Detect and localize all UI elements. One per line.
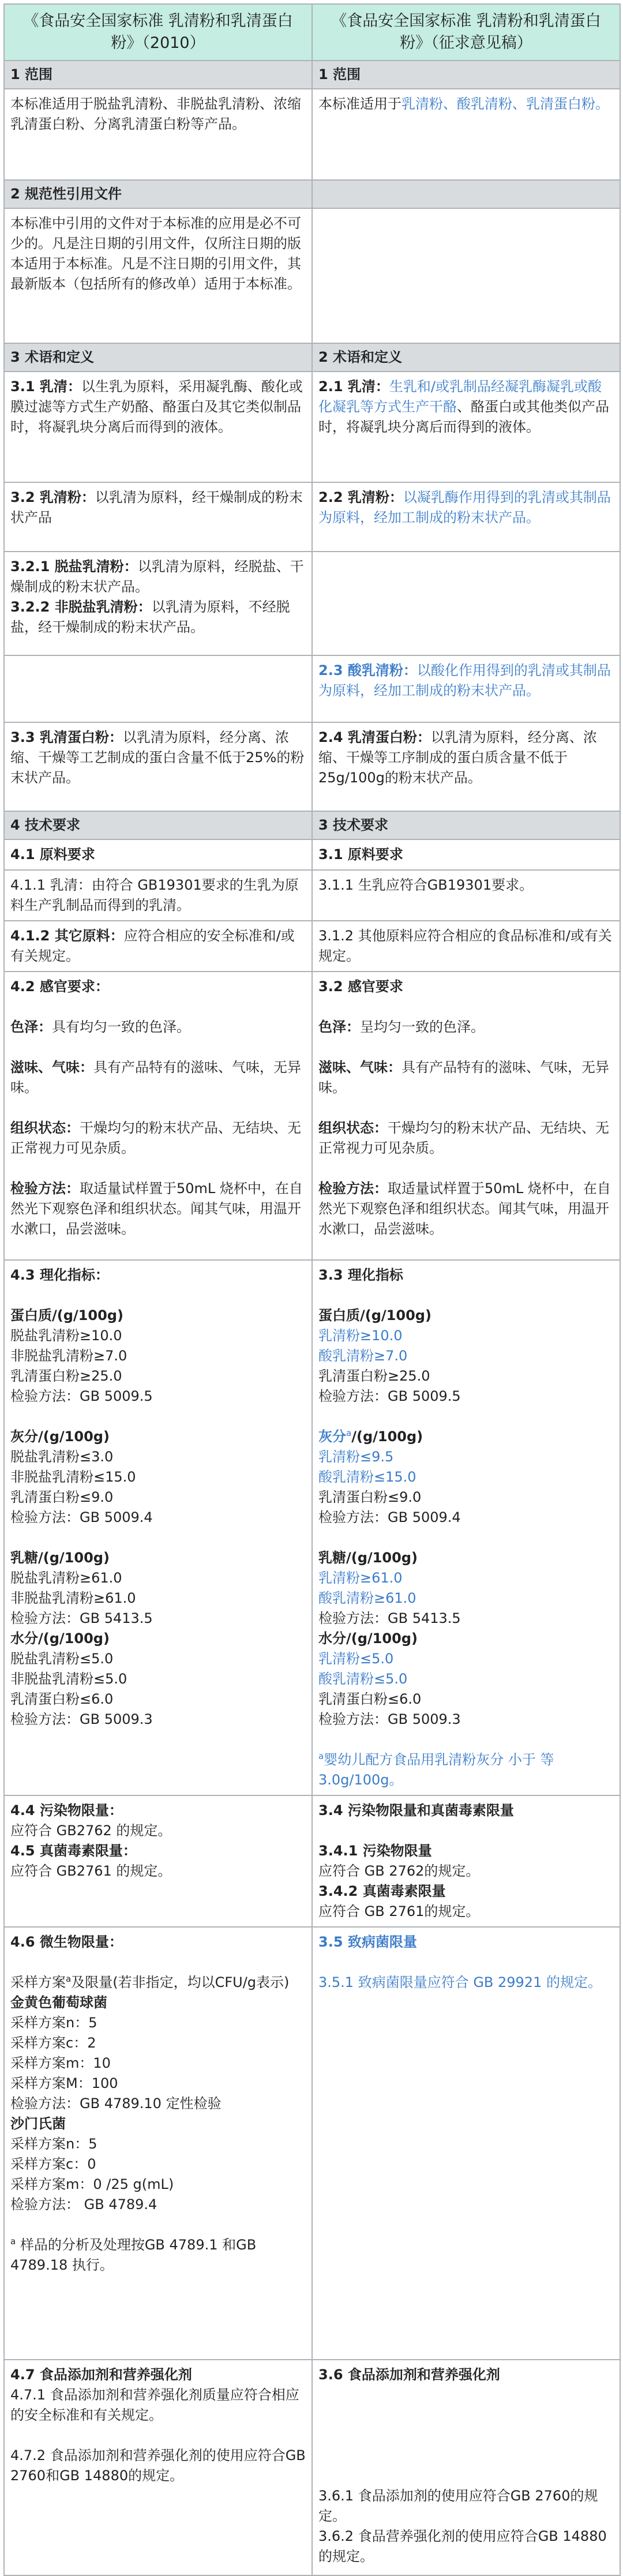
left-text-segment: 以乳清为原料，经脱盐、干燥制成的粉末状产品。 bbox=[10, 558, 304, 595]
left-text-segment: 及限量(若非指定，均以CFU/g表示) bbox=[71, 1974, 290, 1990]
left-paragraph bbox=[10, 1118, 306, 1158]
left-text-segment: 具有产品特有的滋味、气味，无异味。 bbox=[10, 1059, 301, 1096]
left-text-segment: 4.1.2 其它原料： bbox=[10, 928, 124, 944]
right-cell-draft bbox=[312, 1260, 620, 1795]
left-paragraph: 脱盐乳清粉≥10.0 bbox=[10, 1328, 122, 1344]
left-cell-2010 bbox=[4, 482, 312, 552]
right-paragraph: 酸乳清粉≥7.0 bbox=[318, 1348, 408, 1364]
left-paragraph: 4.3 理化指标： bbox=[10, 1267, 109, 1283]
section-row bbox=[4, 61, 620, 89]
left-text-segment: 采样方案 bbox=[10, 1974, 66, 1990]
left-paragraph: 检验方法：GB 5009.4 bbox=[10, 1509, 153, 1525]
right-paragraph: 乳清蛋白粉≤9.0 bbox=[318, 1489, 422, 1505]
right-paragraph: 3.2 感官要求 bbox=[318, 978, 403, 995]
left-text-segment: a bbox=[66, 1974, 72, 1984]
left-paragraph bbox=[10, 1973, 306, 1993]
right-cell-draft bbox=[312, 655, 620, 722]
right-paragraph: 乳清蛋白粉≥25.0 bbox=[318, 1368, 430, 1384]
right-paragraph: 3.5 致病菌限量 bbox=[318, 1934, 417, 1950]
left-paragraph: 应符合 GB2762 的规定。 bbox=[10, 1823, 172, 1839]
content-row bbox=[4, 655, 620, 722]
right-paragraph bbox=[318, 1118, 614, 1158]
left-paragraph: 脱盐乳清粉≥61.0 bbox=[10, 1570, 122, 1586]
content-row bbox=[4, 839, 620, 870]
right-text-segment: 、酪蛋白或其他类似产品时，将凝乳块分离后而得到的液体。 bbox=[318, 399, 609, 435]
left-paragraph: 采样方案c：2 bbox=[10, 2035, 96, 2051]
left-cell-2010 bbox=[4, 870, 312, 921]
right-paragraph: 3.4.1 污染物限量 bbox=[318, 1843, 432, 1859]
right-paragraph: 3.4.2 真菌毒素限量 bbox=[318, 1883, 446, 1899]
right-paragraph bbox=[318, 488, 614, 528]
right-cell-draft bbox=[312, 1795, 620, 1927]
header-2010-cell: 《食品安全国家标准 乳清粉和乳清蛋白粉》（2010） bbox=[4, 4, 312, 61]
left-paragraph: 3 术语和定义 bbox=[10, 349, 95, 365]
left-text-segment: 样品的分析及处理按GB 4789.1 和GB 4789.18 执行。 bbox=[10, 2237, 257, 2273]
left-text-segment: a bbox=[10, 2236, 16, 2247]
left-paragraph: 4.7.1 食品添加剂和营养强化剂质量应符合相应的安全标准和有关规定。 bbox=[10, 2387, 299, 2423]
content-row bbox=[4, 722, 620, 811]
section-row bbox=[4, 180, 620, 208]
left-cell-2010 bbox=[4, 89, 312, 180]
left-text-segment: 以乳清为原料，经分离、浓缩、干燥等工艺制成的蛋白含量不低于25%的粉末状产品。 bbox=[10, 729, 305, 786]
left-paragraph: 水分/(g/100g) bbox=[10, 1630, 110, 1647]
left-paragraph: 乳糖/(g/100g) bbox=[10, 1550, 110, 1566]
right-paragraph bbox=[318, 661, 614, 701]
right-paragraph: 水分/(g/100g) bbox=[318, 1630, 418, 1647]
content-row bbox=[4, 89, 620, 180]
right-cell-draft bbox=[312, 972, 620, 1260]
right-paragraph: 乳糖/(g/100g) bbox=[318, 1550, 418, 1566]
content-row bbox=[4, 870, 620, 921]
right-cell-draft bbox=[312, 552, 620, 655]
left-paragraph: 沙门氏菌 bbox=[10, 2116, 66, 2132]
right-text-segment: 检验方法： bbox=[318, 1180, 388, 1197]
left-cell-2010 bbox=[4, 921, 312, 972]
left-paragraph bbox=[10, 2235, 306, 2275]
right-paragraph: 乳清粉≤9.5 bbox=[318, 1449, 394, 1465]
left-text-segment: 应符合相应的安全标准和/或有关规定。 bbox=[10, 928, 295, 964]
right-paragraph bbox=[318, 1058, 614, 1098]
left-paragraph bbox=[10, 377, 306, 437]
left-cell-2010 bbox=[4, 343, 312, 372]
right-paragraph: 酸乳清粉≤15.0 bbox=[318, 1469, 416, 1485]
right-cell-draft bbox=[312, 2360, 620, 2575]
left-text-segment: 3.2.1 脱盐乳清粉： bbox=[10, 558, 138, 575]
right-text-segment: 取适量试样置于50mL 烧杯中，在自然光下观察色泽和组织状态。闻其气味，用温开水漱口，品尝滋味。 bbox=[318, 1180, 611, 1237]
right-cell-draft bbox=[312, 839, 620, 870]
right-paragraph: 3.4 污染物限量和真菌毒素限量 bbox=[318, 1802, 514, 1818]
section-row bbox=[4, 811, 620, 839]
left-paragraph: 2 规范性引用文件 bbox=[10, 186, 122, 202]
left-paragraph: 检验方法： GB 4789.4 bbox=[10, 2196, 157, 2213]
left-text-segment: 检验方法： bbox=[10, 1180, 80, 1197]
left-cell-2010 bbox=[4, 208, 312, 343]
left-paragraph: 乳清蛋白粉≥25.0 bbox=[10, 1368, 122, 1384]
right-paragraph: 3.1.1 生乳应符合GB19301要求。 bbox=[318, 877, 534, 893]
right-paragraph bbox=[318, 94, 614, 114]
right-paragraph: 检验方法：GB 5009.5 bbox=[318, 1388, 461, 1404]
right-paragraph: 3.6.1 食品添加剂的使用应符合GB 2760的规定。 bbox=[318, 2488, 598, 2524]
left-paragraph: 乳清蛋白粉≤9.0 bbox=[10, 1489, 114, 1505]
content-row bbox=[4, 208, 620, 343]
content-row bbox=[4, 972, 620, 1260]
left-paragraph: 采样方案n：5 bbox=[10, 2136, 97, 2152]
left-cell-2010 bbox=[4, 655, 312, 722]
left-paragraph: 4.4 污染物限量： bbox=[10, 1802, 123, 1818]
right-paragraph: 应符合 GB 2761的规定。 bbox=[318, 1903, 480, 1919]
right-text-segment: 2.3 酸乳清粉： bbox=[318, 662, 417, 678]
right-paragraph: 2 术语和定义 bbox=[318, 349, 403, 365]
left-paragraph bbox=[10, 926, 306, 966]
left-cell-2010 bbox=[4, 972, 312, 1260]
left-cell-2010 bbox=[4, 839, 312, 870]
left-text-segment: 3.3 乳清蛋白粉： bbox=[10, 729, 123, 745]
left-paragraph: 蛋白质/(g/100g) bbox=[10, 1307, 123, 1323]
right-paragraph bbox=[318, 1750, 614, 1790]
right-text-segment: 本标准适用于 bbox=[318, 96, 401, 112]
right-paragraph: 检验方法：GB 5413.5 bbox=[318, 1610, 461, 1626]
right-text-segment: 以凝乳酶作用得到的乳清或其制品为原料，经加工制成的粉末状产品。 bbox=[318, 489, 611, 526]
right-text-segment: 2.4 乳清蛋白粉： bbox=[318, 729, 431, 745]
left-text-segment: 以乳清为原料，不经脱盐，经干燥制成的粉末状产品。 bbox=[10, 599, 290, 635]
right-paragraph: 乳清粉≤5.0 bbox=[318, 1651, 394, 1667]
right-paragraph: 3.6 食品添加剂和营养强化剂 bbox=[318, 2367, 500, 2383]
left-cell-2010 bbox=[4, 2360, 312, 2575]
right-paragraph: 应符合 GB 2762的规定。 bbox=[318, 1863, 480, 1879]
left-text-segment: 干燥均匀的粉末状产品、无结块、无正常视力可见杂质。 bbox=[10, 1120, 301, 1156]
right-cell-draft bbox=[312, 61, 620, 89]
left-paragraph: 非脱盐乳清粉≥61.0 bbox=[10, 1590, 136, 1606]
left-text-segment: 3.2 乳清粉： bbox=[10, 489, 95, 505]
left-text-segment: 3.1 乳清： bbox=[10, 378, 81, 395]
left-paragraph: 4.1.1 乳清：由符合 GB19301要求的生乳为原料生产乳制品而得到的乳清。 bbox=[10, 877, 299, 913]
left-paragraph: 脱盐乳清粉≤5.0 bbox=[10, 1651, 114, 1667]
left-paragraph: 4.7.2 食品添加剂和营养强化剂的使用应符合GB 2760和GB 14880的规定。 bbox=[10, 2447, 306, 2484]
right-text-segment: 干燥均匀的粉末状产品、无结块、无正常视力可见杂质。 bbox=[318, 1120, 609, 1156]
left-text-segment: 组织状态： bbox=[10, 1120, 80, 1136]
left-paragraph: 检验方法：GB 5009.3 bbox=[10, 1711, 153, 1727]
right-cell-draft bbox=[312, 811, 620, 839]
left-paragraph: 本标准适用于脱盐乳清粉、非脱盐乳清粉、浓缩乳清蛋白粉、分离乳清蛋白粉等产品。 bbox=[10, 96, 301, 132]
right-cell-draft bbox=[312, 722, 620, 811]
right-text-segment: 组织状态： bbox=[318, 1120, 388, 1136]
left-paragraph: 4.7 食品添加剂和营养强化剂 bbox=[10, 2367, 192, 2383]
comparison-table bbox=[3, 3, 621, 2576]
left-text-segment: 色泽： bbox=[10, 1019, 52, 1035]
right-cell-draft bbox=[312, 1927, 620, 2360]
right-paragraph: 3.5.1 致病菌限量应符合 GB 29921 的规定。 bbox=[318, 1974, 602, 1990]
left-cell-2010 bbox=[4, 372, 312, 482]
right-text-segment: a bbox=[346, 1428, 352, 1438]
left-paragraph: 检验方法：GB 5009.5 bbox=[10, 1388, 153, 1404]
left-paragraph: 非脱盐乳清粉≤15.0 bbox=[10, 1469, 136, 1485]
left-paragraph bbox=[10, 1179, 306, 1239]
left-paragraph: 采样方案m：0 /25 g(mL) bbox=[10, 2176, 174, 2192]
right-paragraph bbox=[318, 728, 614, 788]
content-row bbox=[4, 372, 620, 482]
right-paragraph: 蛋白质/(g/100g) bbox=[318, 1307, 431, 1323]
right-paragraph: 酸乳清粉≥61.0 bbox=[318, 1590, 416, 1606]
left-paragraph bbox=[10, 1017, 306, 1037]
left-paragraph bbox=[10, 728, 306, 788]
content-row bbox=[4, 2360, 620, 2575]
left-cell-2010 bbox=[4, 552, 312, 655]
left-paragraph bbox=[10, 488, 306, 528]
right-cell-draft bbox=[312, 89, 620, 180]
right-paragraph: 3.1 原料要求 bbox=[318, 846, 403, 863]
left-text-segment: 以生乳为原料，采用凝乳酶、酸化或膜过滤等方式生产奶酪、酪蛋白及其它类似制品时，将凝乳块分离后而得到的液体。 bbox=[10, 378, 303, 435]
right-text-segment: 2.2 乳清粉： bbox=[318, 489, 403, 505]
right-text-segment: 灰分 bbox=[318, 1428, 346, 1445]
right-text-segment: 滋味、气味： bbox=[318, 1059, 401, 1075]
left-paragraph: 乳清蛋白粉≤6.0 bbox=[10, 1691, 114, 1707]
right-paragraph: 检验方法：GB 5009.4 bbox=[318, 1509, 461, 1525]
left-paragraph: 采样方案m：10 bbox=[10, 2055, 111, 2071]
right-cell-draft bbox=[312, 372, 620, 482]
right-cell-draft bbox=[312, 208, 620, 343]
left-paragraph: 1 范围 bbox=[10, 66, 53, 83]
right-paragraph: 酸乳清粉≤5.0 bbox=[318, 1671, 408, 1687]
left-paragraph: 4.1 原料要求 bbox=[10, 846, 95, 863]
left-cell-2010 bbox=[4, 1795, 312, 1927]
left-paragraph: 4 技术要求 bbox=[10, 817, 81, 833]
right-paragraph bbox=[318, 1427, 614, 1447]
left-paragraph: 灰分/(g/100g) bbox=[10, 1428, 110, 1445]
left-text-segment: 滋味、气味： bbox=[10, 1059, 93, 1075]
right-text-segment: 婴幼儿配方食品用乳清粉灰分 小于 等3.0g/100g。 bbox=[318, 1752, 554, 1788]
left-paragraph bbox=[10, 557, 306, 597]
left-cell-2010 bbox=[4, 722, 312, 811]
left-text-segment: 3.2.2 非脱盐乳清粉： bbox=[10, 599, 152, 615]
section-row bbox=[4, 343, 620, 372]
left-cell-2010 bbox=[4, 180, 312, 208]
left-paragraph: 4.5 真菌毒素限量： bbox=[10, 1843, 137, 1859]
right-paragraph: 3.6.2 食品营养强化剂的使用应符合GB 14880的规定。 bbox=[318, 2528, 607, 2564]
right-text-segment: 以酸化作用得到的乳清或其制品为原料，经加工制成的粉末状产品。 bbox=[318, 662, 611, 699]
right-cell-draft bbox=[312, 921, 620, 972]
right-text-segment: 2.1 乳清： bbox=[318, 378, 389, 395]
left-cell-2010 bbox=[4, 1260, 312, 1795]
left-paragraph bbox=[10, 597, 306, 638]
left-paragraph: 金黄色葡萄球菌 bbox=[10, 1994, 107, 2011]
content-row bbox=[4, 1795, 620, 1927]
left-paragraph: 本标准中引用的文件对于本标准的应用是必不可少的。凡是注日期的引用文件，仅所注日期的版本适用于本标准。凡是不注日期的引用文件，其最新版本（包括所有的修改单）适用于本标准。 bbox=[10, 215, 301, 292]
right-paragraph: 3.1.2 其他原料应符合相应的食品标准和/或有关规定。 bbox=[318, 928, 612, 964]
right-paragraph bbox=[318, 1017, 614, 1037]
right-paragraph bbox=[318, 377, 614, 437]
content-row bbox=[4, 482, 620, 552]
right-paragraph: 乳清粉≥61.0 bbox=[318, 1570, 403, 1586]
content-row bbox=[4, 1927, 620, 2360]
right-paragraph: 1 范围 bbox=[318, 66, 361, 83]
left-paragraph: 非脱盐乳清粉≤5.0 bbox=[10, 1671, 127, 1687]
right-paragraph: 乳清蛋白粉≤6.0 bbox=[318, 1691, 422, 1707]
right-cell-draft bbox=[312, 343, 620, 372]
left-paragraph: 采样方案n：5 bbox=[10, 2015, 97, 2031]
right-paragraph: 3 技术要求 bbox=[318, 817, 389, 833]
right-cell-draft bbox=[312, 482, 620, 552]
right-text-segment: a bbox=[318, 1751, 324, 1761]
left-paragraph bbox=[10, 1058, 306, 1098]
left-text-segment: 以乳清为原料，经干燥制成的粉末状产品 bbox=[10, 489, 303, 526]
right-text-segment: /(g/100g) bbox=[351, 1428, 423, 1445]
content-row bbox=[4, 1260, 620, 1795]
right-paragraph bbox=[318, 1179, 614, 1239]
right-text-segment: 乳清粉、酸乳清粉、乳清蛋白粉。 bbox=[401, 96, 609, 112]
left-paragraph: 4.6 微生物限量： bbox=[10, 1934, 123, 1950]
left-paragraph: 脱盐乳清粉≤3.0 bbox=[10, 1449, 114, 1465]
right-text-segment: 呈均匀一致的色泽。 bbox=[360, 1019, 485, 1035]
right-paragraph: 乳清粉≥10.0 bbox=[318, 1328, 403, 1344]
left-text-segment: 具有均匀一致的色泽。 bbox=[52, 1019, 190, 1035]
left-paragraph: 非脱盐乳清粉≥7.0 bbox=[10, 1348, 127, 1364]
left-paragraph: 应符合 GB2761 的规定。 bbox=[10, 1863, 172, 1879]
left-text-segment: 取适量试样置于50mL 烧杯中，在自然光下观察色泽和组织状态。闻其气味，用温开水漱口，品尝滋味。 bbox=[10, 1180, 303, 1237]
header-draft-cell: 《食品安全国家标准 乳清粉和乳清蛋白粉》（征求意见稿） bbox=[312, 4, 620, 61]
right-cell-draft bbox=[312, 180, 620, 208]
content-row bbox=[4, 921, 620, 972]
right-paragraph: 检验方法：GB 5009.3 bbox=[318, 1711, 461, 1727]
right-text-segment: 色泽： bbox=[318, 1019, 360, 1035]
left-paragraph: 4.2 感官要求： bbox=[10, 978, 109, 995]
left-paragraph: 采样方案M：100 bbox=[10, 2075, 118, 2091]
right-text-segment: 生乳和/或乳制品经凝乳酶凝乳或酸化凝乳等方式生产干酪 bbox=[318, 378, 602, 415]
left-cell-2010 bbox=[4, 1927, 312, 2360]
right-paragraph: 3.3 理化指标 bbox=[318, 1267, 403, 1283]
left-cell-2010 bbox=[4, 61, 312, 89]
right-cell-draft bbox=[312, 870, 620, 921]
right-text-segment: 以乳清为原料，经分离、浓缩、干燥等工序制成的蛋白质含量不低于25g/100g的粉末状产品。 bbox=[318, 729, 597, 786]
header-row bbox=[4, 4, 620, 61]
right-text-segment: 具有产品特有的滋味、气味，无异味。 bbox=[318, 1059, 609, 1096]
left-paragraph: 采样方案c：0 bbox=[10, 2156, 96, 2172]
left-paragraph: 检验方法：GB 5413.5 bbox=[10, 1610, 153, 1626]
left-paragraph: 检验方法：GB 4789.10 定性检验 bbox=[10, 2095, 222, 2112]
left-cell-2010 bbox=[4, 811, 312, 839]
content-row bbox=[4, 552, 620, 655]
